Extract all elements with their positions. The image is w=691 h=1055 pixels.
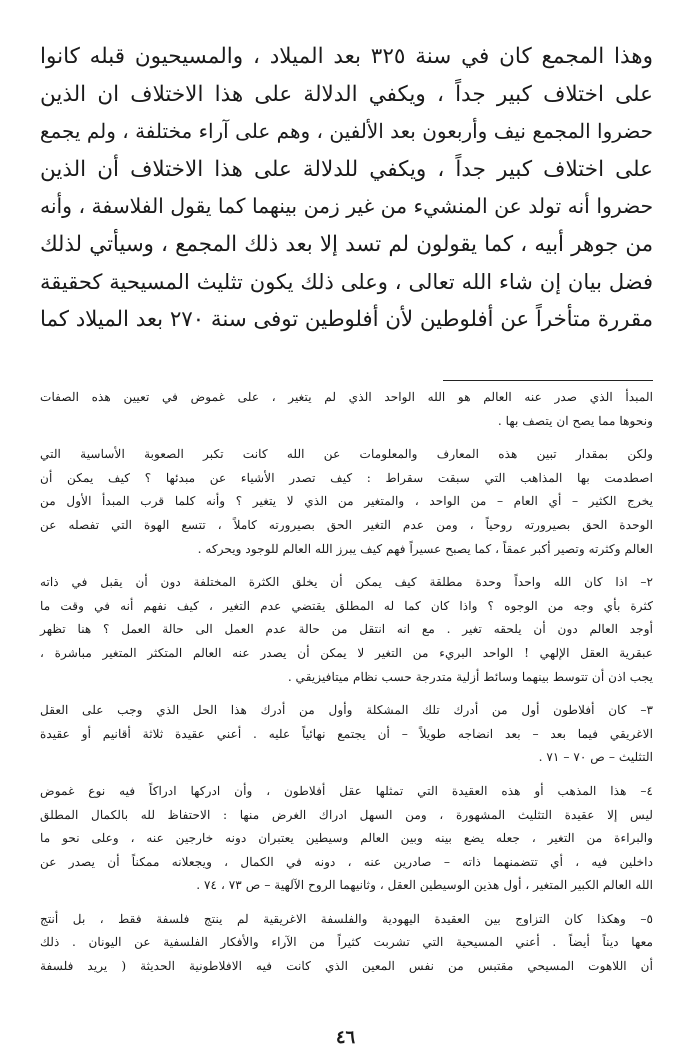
footnote-3 [40, 699, 653, 770]
footnote-2 [40, 571, 653, 689]
footnote-line: الوحدة الحق بصيرورته روحياً ، ومن عدم التغير الحق بصيرورته كاملاً ، تتسع الهوة التي تفصله عن [40, 517, 653, 532]
footnote-line: العالم وكثرته وتصير أكبر عمقاً ، كما يصبح عسيراً فهم كيف يبرز الله العالم للوجود ويحركه . [197, 541, 653, 556]
body-line: على اختلاف كبير جداً ، ويكفي للدلالة على هذا الاختلاف أن الذين [40, 156, 653, 182]
footnote-line: يخرج الكثير – أي العام – من الواحد ، والمتغير من الذي لا يتغير ؟ وأنه كلما قرب المبدأ الأول من [40, 494, 653, 509]
footnote-line: الله العالم الكبير المتغير ، أول هذين الوسيطين العقل ، وثانيهما الروح الآلهية – ص ٧٣ ، ٧٤ . [196, 878, 653, 893]
body-line: حضروا المجمع نيف وأربعون بعد الألفين ، وهم على آراء مختلفة ، ولم يجمع [39, 119, 653, 144]
footnotes [40, 386, 653, 989]
footnote-line: والبراءة من التغير ، جعله يضع بينه وبين العالم وسيطين يعتبران دونه خارجين عنه ، وعلى نحو ما [40, 831, 653, 846]
footnote-line: ٢– اذا كان الله واحداً وحدة مطلقة كيف يمكن أن يخلق الكثرة المختلفة دون أن يقبل في ذاته [40, 575, 653, 590]
footnote-line: الاغريقي فيما بعد – بعد انضاجه طويلاً – أن يجتمع نهائياً عليه . أعني عقيدة ثلاثة أقانيم أو عقيدة [40, 726, 653, 741]
footnote-line: عبقرية العقل الإلهي ! الواحد البريء من التغير لا يمكن أن يصدر عنه العالم المتكثر المتغير مباشرة ، [40, 645, 653, 660]
body-line: حضروا أنه تولد عن المنشيء من غير زمن بينهما كما يقول الفلاسفة ، وأنه [40, 194, 653, 219]
footnote-line: معها ديناً أيضاً . أعني المسيحية التي تشربت كثيراً من الآراء والأفكار الفلسفية عن اليونان . ذلك [40, 935, 653, 950]
footnote-continuation [40, 386, 653, 433]
footnote-line: ونحوها مما يصح ان يتصف بها . [497, 413, 653, 428]
footnote-line: داخلين فيه ، أي تتضمنهما ذاته – صادرين عنه ، دونه في الكمال ، ويجعلانه ممكناً أن يصدر عن [40, 854, 653, 869]
footnote-line: أوجد العالم دون أن يلحقه تغير . مع انه انتقل من حالة عدم العمل الى حالة العمل ؟ هنا تظهر [40, 622, 653, 637]
footnote-line: التثليث – ص ٧٠ – ٧١ . [538, 750, 653, 765]
page-number: ٤٦ [335, 1027, 356, 1048]
footnote-line: كثرة بأي وجه من الوجوه ؟ واذا كان كما له المطلق يقتضي عدم التغير ، كيف نفهم أنه في وقت ما [40, 598, 653, 613]
footnote-line: اصطدمت بها المذاهب التي سبقت سقراط : كيف تصدر الأشياء عن مبدئها ؟ كيف يمكن أن [40, 470, 653, 485]
footnote-line: المبدأ الذي صدر عنه العالم هو الله الواحد الذي لم يتغير ، على غموض في تعيين هذه الصفات [40, 390, 653, 404]
body-line: مقررة متأخراً عن أفلوطين لأن أفلوطين توفى سنة ٢٧٠ بعد الميلاد كما [40, 307, 653, 333]
footnote-line: ولكن بمقدار تبين هذه المعارف والمعلومات عن الله كانت تكبر الصعوبة الأساسية التي [40, 447, 653, 462]
main-body-text [40, 38, 653, 339]
footnote-4 [40, 780, 653, 898]
footnote-line: يجب اذن أن تتوسط بينهما وسائط أزلية متدرجة حسب نظام ميتافيزيقي . [287, 669, 653, 684]
footnote-separator [443, 380, 653, 381]
body-line: من جوهر أبيه ، كما يقولون لم تسد إلا بعد ذلك المجمع ، وسيأتي لذلك [40, 231, 653, 257]
footnote-line: أن اللاهوت المسيحي مقتبس من نفس المعين الذي كانت فيه الافلاطونية الحديثة ( يريد فلسفة [40, 959, 653, 974]
footnote-line: ٥– وهكذا كان التزاوج بين العقيدة اليهودية والفلسفة الاغريقية لم ينتج فلسفة فقط ، بل أنتج [40, 911, 653, 926]
footnote-5 [40, 908, 653, 979]
footnote-line: ليس إلا عقيدة التثليث المشهورة ، ومن السهل ادراك الغرض منها : الاحتفاظ لله بالكمال المطلق [40, 807, 653, 822]
footnote-paragraph [40, 443, 653, 561]
body-line: وهذا المجمع كان في سنة ٣٢٥ بعد الميلاد ، والمسيحيون قبله كانوا [40, 44, 653, 69]
footnote-line: ٣– كان أفلاطون أول من أدرك تلك المشكلة وأول من أدرك هذا الحل الذي وجب على العقل [40, 703, 653, 718]
body-line: فضل بيان إن شاء الله تعالى ، وعلى ذلك يكون تثليث المسيحية كحقيقة [40, 269, 653, 294]
footnote-line: ٤– هذا المذهب أو هذه العقيدة التي تمثلها عقل أفلاطون ، وأن ادركها ادراكاً فيه نوع غموض [40, 783, 653, 798]
body-line: على اختلاف كبير جداً ، ويكفي الدلالة على هذا الاختلاف ان الذين [40, 81, 653, 107]
